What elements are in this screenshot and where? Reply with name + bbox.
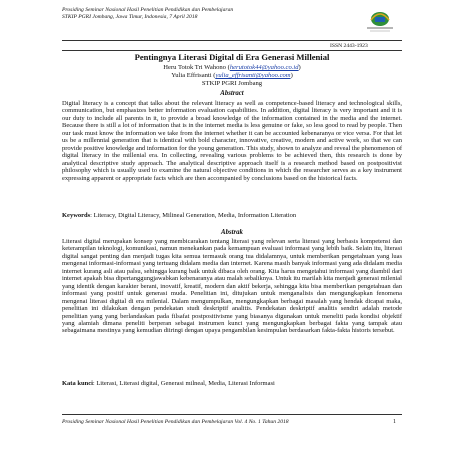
issn-number: ISSN 2443-1923 bbox=[330, 43, 368, 49]
footer-rule bbox=[62, 414, 402, 415]
paper-title: Pentingnya Literasi Digital di Era Generasi Millenial bbox=[134, 52, 330, 62]
english-keywords bbox=[62, 212, 402, 219]
abstrak-heading: Abstrak bbox=[221, 229, 243, 236]
page-number: 1 bbox=[393, 419, 396, 425]
abstract-text: Digital literacy is a concept that talks about the relevant literacy as well as competence-based literacy and technological skills, communication, but emphasizes better information evaluation capabilities. In addition, digital literacy is very important and it is our duty to include all parents in it, to provide a broad knowledge of the information contained in the media and the internet. Because there is still a lot of information that is in the internet media is less genuine or fake, so less good to read by people. Then our task must know the information we take from the internet whether it can be accounted kebenaranya or vice versa. For that let us be a millennial generation that is identical with bold character, innovative, creative, modern and active work, so that we can provide positive knowledge and information for the young generation. This study, shown to analyze and reveal the phenomenon of digital literacy in the millenial era. In collecting, revealing various problems to be achieved then, this research is done by analytical descriptive study approach. The analytical descriptive approach itself is a research method based on postpositivist philosophy which is usually used to examine the natural objective conditions in which the researcher serves as a key instrument expressing apparent or appropriate facts which are then accompanied by conclusions based on the historical facts. bbox=[62, 100, 402, 182]
keywords-label: Keywords bbox=[62, 212, 91, 219]
indonesian-keywords bbox=[62, 380, 402, 387]
affiliation: STKIP PGRI Jombang bbox=[201, 80, 263, 87]
stkip-pgri-logo-icon bbox=[362, 6, 398, 36]
kata-kunci-label: Kata kunci bbox=[62, 380, 93, 387]
kata-kunci-list: : Literasi, Literasi digital, Generasi milneal, Media, Literasi Informasi bbox=[92, 380, 275, 387]
author-2-name: Yulia Effrisanti bbox=[171, 72, 212, 79]
author-1-name: Heru Totok Tri Wahono bbox=[163, 64, 226, 71]
author-1-email[interactable]: herutotok44@yahoo.co.id bbox=[229, 64, 299, 71]
keywords-list: : Literacy, Digital Literacy, Milineal Generation, Media, Information Literation bbox=[90, 212, 297, 219]
footer-text: Prosiding Seminar Nasional Hasil Penelitian Pendidikan dan Pembelajaran Vol. 4 No. 1 Tahun 2018 bbox=[62, 419, 289, 425]
abstract-heading: Abstract bbox=[220, 90, 244, 97]
author-2-email[interactable]: yulia_effrisanti@yahoo.com bbox=[215, 72, 291, 79]
proceedings-header bbox=[62, 7, 362, 21]
abstrak-text: Literasi digital merupakan konsep yang membicarakan tentang literasi yang relevan serta literasi yang berbasis kompetensi dan keterampilan teknologi, komunikasi, namun menekankan pada kemampuan evaluasi informasi yang lebih baik. Selain itu, literasi digital sangat penting dan menjadi tugas kita semua termasuk orang tua didalamnya, untuk memberikan pengetahuan yang luas mengenai informasi-informasi yang tertuang didalam media dan internet. Karena masih banyak informasi yang ada didalam media internet kurang asli atau palsu, sehingga kurang baik untuk dibaca oleh orang. Kita harus mengetahui informasi yang diambil dari internet apakah bisa dipertanggungjawabkan kebenaranya atau malah sebaliknya. Untuk itu marilah kita menjadi generasi milenial yang identik dengan karakter berani, inovatif, kreatif, modern dan aktif bekerja, sehingga kita bisa memberikan pengetahuan dan informasi yang positif untuk generasi muda. Penelitian ini, ditujukan untuk menganalisis dan mengungkapkan fenomena mengenai literasi digital di era milenial. Dalam mengumpulkan, mengungkapkan berbagai masalah yang hendak dicapai maka, penelitian ini dilakukan dengan pendekatan studi deskriptif analitis. Pendekatan deskriptif analitis sendiri adalah metode penelitian yang yang berlandaskan pada filsafat postpositivisme yang biasanya digunakan untuk meneliti pada kondisi objektif yang alamiah dimana peneliti berperan sebagai instrumen kunci yang mengungkapkan berbagai fakta yang tampak atau sebagaimana mestinya yang kemudian diiringi dengan upaya pengambilan kesimpulan berdasarkan fakta-fakta historis tersebut. bbox=[62, 238, 402, 335]
author-block bbox=[62, 64, 402, 88]
header-line-2: STKIP PGRI Jombang, Jawa Timur, Indonesia, 7 April 2018 bbox=[62, 14, 198, 20]
header-bottom-rule bbox=[62, 50, 402, 51]
author-1: Heru Totok Tri Wahono (herutotok44@yahoo.co.id) bbox=[163, 64, 301, 71]
header-top-rule bbox=[62, 40, 402, 41]
header-line-1: Prosiding Seminar Nasional Hasil Penelitian Pendidikan dan Pembelajaran bbox=[62, 7, 234, 13]
author-2: Yulia Effrisanti (yulia_effrisanti@yahoo.com) bbox=[171, 72, 293, 79]
